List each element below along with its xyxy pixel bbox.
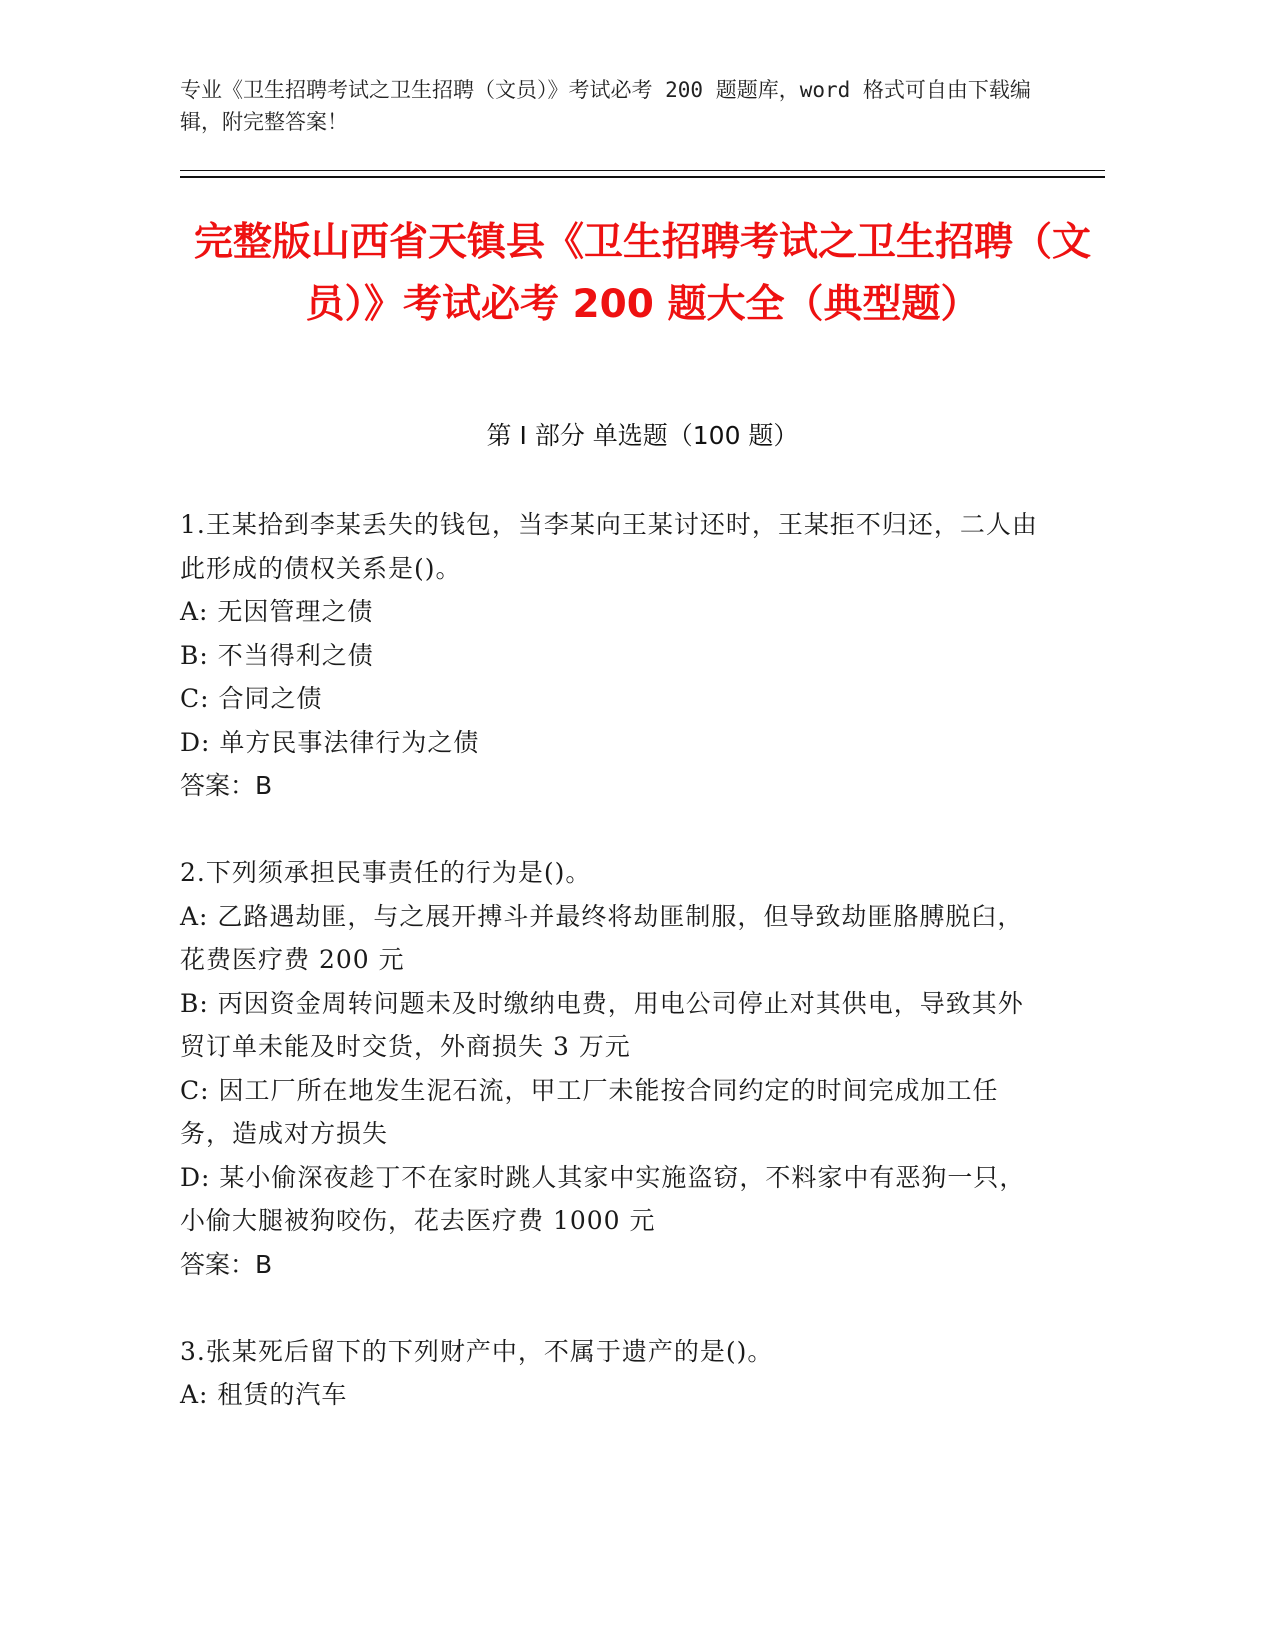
header-note: 专业《卫生招聘考试之卫生招聘（文员）》考试必考 200 题题库，word 格式可自由下载编辑，附完整答案！ <box>180 78 1031 134</box>
option-c: C: 因工厂所在地发生泥石流，甲工厂未能按合同约定的时间完成加工任务，造成对方损失 <box>180 1075 999 1148</box>
question-stem: 3.张某死后留下的下列财产中，不属于遗产的是()。 <box>180 1336 774 1366</box>
header-divider-thick <box>180 176 1105 178</box>
option-a: A: 租赁的汽车 <box>180 1380 348 1409</box>
question-list <box>180 503 1040 1417</box>
question-item <box>180 503 1040 808</box>
option-d: D: 单方民事法律行为之债 <box>180 727 480 757</box>
option-b: B: 不当得利之债 <box>180 640 374 670</box>
option-a: A: 无因管理之债 <box>180 597 374 626</box>
option-a: A: 乙路遇劫匪，与之展开搏斗并最终将劫匪制服，但导致劫匪胳膊脱臼，花费医疗费 200 元 <box>180 901 1024 974</box>
option-c: C: 合同之债 <box>180 684 323 713</box>
document-title: 完整版山西省天镇县《卫生招聘考试之卫生招聘（文员）》考试必考 200 题大全（典型题） <box>193 220 1091 327</box>
option-b: B: 丙因资金周转问题未及时缴纳电费，用电公司停止对其供电，导致其外贸订单未能及时交货，外商损失 3 万元 <box>180 988 1024 1061</box>
question-spacer <box>180 808 1040 852</box>
question-stem: 2.下列须承担民事责任的行为是()。 <box>180 858 592 887</box>
question-spacer <box>180 1286 1040 1330</box>
question-item <box>180 851 1040 1286</box>
section-heading: 第 I 部分 单选题（100 题） <box>486 421 799 450</box>
answer-line: 答案：B <box>180 1249 273 1279</box>
question-stem: 1.王某拾到李某丢失的钱包，当李某向王某讨还时，王某拒不归还，二人由此形成的债权关系是()。 <box>180 510 1038 583</box>
answer-line: 答案：B <box>180 771 273 800</box>
header-divider-thin <box>180 170 1105 171</box>
question-item <box>180 1330 1040 1417</box>
option-d: D: 某小偷深夜趁丁不在家时跳人其家中实施盗窃，不料家中有恶狗一只，小偷大腿被狗咬伤，花去医疗费 1000 元 <box>180 1162 1026 1235</box>
